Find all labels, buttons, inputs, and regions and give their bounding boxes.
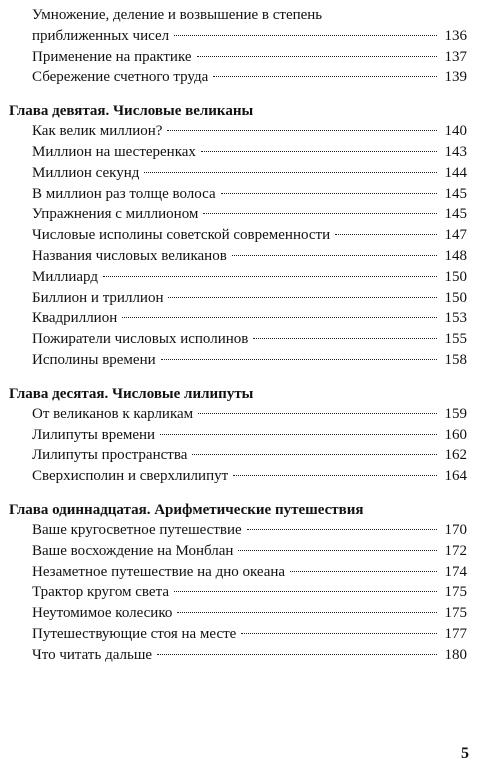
toc-entry-title: Названия числовых великанов — [32, 247, 227, 264]
dot-leader — [103, 276, 437, 277]
toc-entry — [9, 225, 467, 246]
dot-leader — [157, 654, 437, 655]
dot-leader — [168, 297, 437, 298]
toc-entry-title: Лилипуты пространства — [32, 447, 188, 464]
chapter-ten — [9, 384, 467, 487]
toc-entry-title: Сбережение счетного труда — [32, 69, 209, 86]
toc-entry — [9, 445, 467, 466]
page-number: 5 — [461, 745, 469, 762]
dot-leader — [203, 213, 437, 214]
toc-entry-title: Сверхисполин и сверхлилипут — [32, 468, 229, 485]
toc-entry-page: 147 — [444, 227, 467, 244]
toc-entry-title: Лилипуты времени — [32, 426, 156, 443]
dot-leader — [232, 255, 437, 256]
toc-entry — [9, 142, 467, 163]
toc-entry-page: 175 — [444, 605, 467, 622]
toc-entry-page: 140 — [444, 123, 467, 140]
toc-entry-title: Применение на практике — [32, 48, 192, 65]
dot-leader — [144, 172, 437, 173]
dot-leader — [335, 234, 437, 235]
toc-entry-title: Миллион на шестеренках — [32, 143, 196, 160]
dot-leader — [174, 591, 437, 592]
dot-leader — [167, 130, 437, 131]
toc-entry-title: Числовые исполины советской современности — [32, 227, 331, 244]
dot-leader — [198, 413, 437, 414]
toc-entry-page: 177 — [444, 625, 467, 642]
dot-leader — [221, 193, 437, 194]
toc-entry — [9, 47, 467, 68]
toc-entry-page: 148 — [444, 247, 467, 264]
toc-entry-title: Миллион секунд — [32, 164, 140, 181]
chapter-nine — [9, 101, 467, 371]
toc-entry-title: Как велик миллион? — [32, 123, 163, 140]
dot-leader — [122, 317, 437, 318]
chapter-title: Глава одиннадцатая. Арифметические путешествия — [9, 501, 364, 518]
toc-entry — [9, 582, 467, 603]
toc-entry-title: приближенных чисел — [32, 27, 170, 44]
dot-leader — [238, 550, 437, 551]
dot-leader — [201, 151, 437, 152]
toc-entry-page: 180 — [444, 646, 467, 663]
toc-entry-title: Что читать дальше — [32, 646, 153, 663]
toc-entry — [9, 121, 467, 142]
chapter-continued — [9, 4, 467, 88]
toc-entry — [9, 425, 467, 446]
toc-entry — [9, 163, 467, 184]
toc-entry-page: 150 — [444, 289, 467, 306]
dot-leader — [160, 434, 437, 435]
toc-entry-page: 160 — [444, 426, 467, 443]
toc-entry-title: В миллион раз толще волоса — [32, 185, 216, 202]
toc-entry-page: 145 — [444, 206, 467, 223]
toc-entry — [9, 541, 467, 562]
toc-entry-title: Пожиратели числовых исполинов — [32, 331, 249, 348]
toc-entry — [9, 329, 467, 350]
toc-entry-title: Квадриллион — [32, 310, 118, 327]
dot-leader — [241, 633, 437, 634]
toc-entry — [9, 350, 467, 371]
toc-entry — [9, 645, 467, 666]
toc-entry — [9, 466, 467, 487]
dot-leader — [233, 475, 437, 476]
toc-entry-page: 155 — [444, 331, 467, 348]
toc-entry — [9, 404, 467, 425]
toc-entry — [9, 603, 467, 624]
toc-entry — [9, 267, 467, 288]
toc-entry-page: 139 — [444, 69, 467, 86]
toc-entry-title: Незаметное путешествие на дно океана — [32, 563, 286, 580]
toc-entry-title: Ваше кругосветное путешествие — [32, 521, 242, 538]
toc-entry-title: Трактор кругом света — [32, 584, 169, 601]
toc-entry-page: 145 — [444, 185, 467, 202]
chapter-title: Глава девятая. Числовые великаны — [9, 103, 254, 120]
toc-entry-page: 159 — [444, 405, 467, 422]
toc-entry-title: От великанов к карликам — [32, 405, 194, 422]
toc-entry — [9, 67, 467, 88]
dot-leader — [161, 359, 437, 360]
toc-entry — [9, 246, 467, 267]
toc-entry — [9, 288, 467, 309]
toc-entry-page: 150 — [444, 268, 467, 285]
toc-entry-page: 144 — [444, 164, 467, 181]
toc-entry-page: 164 — [444, 468, 467, 485]
toc-entry-title: Путешествующие стоя на месте — [32, 625, 237, 642]
toc-entry-page: 175 — [444, 584, 467, 601]
toc-entry-page: 158 — [444, 351, 467, 368]
dot-leader — [290, 571, 437, 572]
dot-leader — [177, 612, 437, 613]
toc-entry-page: 170 — [444, 521, 467, 538]
toc-entry-page: 153 — [444, 310, 467, 327]
toc-entry-page: 172 — [444, 542, 467, 559]
toc-entry-page: 136 — [444, 27, 467, 44]
dot-leader — [213, 76, 437, 77]
dot-leader — [192, 454, 437, 455]
dot-leader — [253, 338, 437, 339]
toc-entry — [9, 562, 467, 583]
toc-entry-title: Исполины времени — [32, 351, 156, 368]
toc-entry — [9, 184, 467, 205]
toc-entry — [9, 520, 467, 541]
toc-entry-page: 143 — [444, 143, 467, 160]
toc-entry-title: Неутомимое колесико — [32, 605, 173, 622]
toc-entry-title: Упражнения с миллионом — [32, 206, 199, 223]
toc-entry-title-line1: Умножение, деление и возвышение в степень — [32, 7, 323, 23]
dot-leader — [247, 529, 437, 530]
toc-entry — [9, 204, 467, 225]
toc-entry-title: Биллион и триллион — [32, 289, 164, 306]
chapter-title: Глава десятая. Числовые лилипуты — [9, 385, 254, 402]
toc-entry — [9, 308, 467, 329]
toc-entry-page: 174 — [444, 563, 467, 580]
chapter-eleven — [9, 500, 467, 666]
dot-leader — [197, 56, 437, 57]
dot-leader — [174, 35, 437, 36]
toc-entry — [9, 5, 467, 47]
toc-entry-title: Миллиард — [32, 268, 98, 285]
toc-entry-page: 162 — [444, 447, 467, 464]
table-of-contents — [9, 4, 467, 666]
toc-entry-title: Ваше восхождение на Монблан — [32, 542, 234, 559]
toc-entry-page: 137 — [444, 48, 467, 65]
toc-entry — [9, 624, 467, 645]
